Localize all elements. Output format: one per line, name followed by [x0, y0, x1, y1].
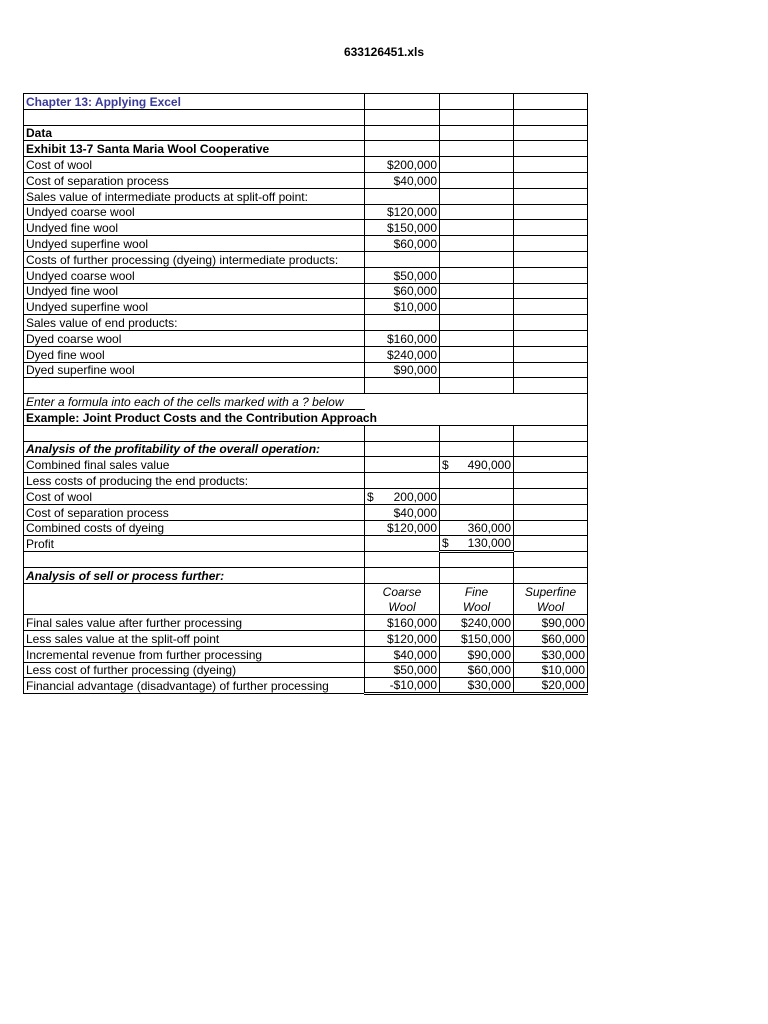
- cell[interactable]: [440, 567, 514, 583]
- data-row-value[interactable]: [365, 188, 440, 204]
- cell[interactable]: [514, 330, 588, 346]
- cell[interactable]: [514, 536, 588, 552]
- data-row-value[interactable]: $90,000: [365, 362, 440, 378]
- cell[interactable]: [440, 220, 514, 236]
- data-row-label[interactable]: Sales value of intermediate products at split-off point:: [24, 188, 365, 204]
- data-row: [24, 204, 588, 220]
- cost-separation-label[interactable]: Cost of separation process: [24, 504, 365, 520]
- value-text: 130,000: [467, 536, 511, 551]
- sheet-row: [24, 109, 588, 125]
- cell[interactable]: [514, 315, 588, 331]
- sheet-row: [24, 378, 588, 394]
- cell[interactable]: [440, 141, 514, 157]
- data-row-value[interactable]: $150,000: [365, 220, 440, 236]
- data-row: [24, 299, 588, 315]
- cell[interactable]: [514, 125, 588, 141]
- dyeing-label[interactable]: Combined costs of dyeing: [24, 520, 365, 536]
- sheet-row: [24, 552, 588, 568]
- cell[interactable]: [365, 567, 440, 583]
- cell[interactable]: [514, 362, 588, 378]
- total-costs-value[interactable]: 360,000: [440, 520, 514, 536]
- cell[interactable]: [440, 394, 514, 410]
- data-row: [24, 315, 588, 331]
- cell[interactable]: [514, 188, 588, 204]
- cell[interactable]: [440, 188, 514, 204]
- cell[interactable]: [24, 109, 365, 125]
- cell[interactable]: [514, 220, 588, 236]
- cell[interactable]: [514, 204, 588, 220]
- sheet-row: [24, 504, 588, 520]
- data-row: [24, 346, 588, 362]
- data-row-value[interactable]: $240,000: [365, 346, 440, 362]
- col-header-coarse-2[interactable]: Wool: [365, 599, 440, 615]
- cell[interactable]: [440, 125, 514, 141]
- cell[interactable]: [514, 172, 588, 188]
- sell-process-value[interactable]: $90,000: [440, 646, 514, 662]
- sheet-row: [24, 394, 588, 410]
- data-row: [24, 267, 588, 283]
- sell-process-value[interactable]: $30,000: [440, 678, 514, 694]
- data-row-value[interactable]: $50,000: [365, 267, 440, 283]
- data-row-value[interactable]: $10,000: [365, 299, 440, 315]
- cell[interactable]: [440, 330, 514, 346]
- cell[interactable]: [514, 141, 588, 157]
- cell[interactable]: [514, 394, 588, 410]
- sell-process-value[interactable]: $20,000: [514, 678, 588, 694]
- sheet-row: [24, 567, 588, 583]
- cell[interactable]: [365, 394, 440, 410]
- cell[interactable]: [24, 378, 365, 394]
- cell[interactable]: [440, 504, 514, 520]
- sheet-row: [24, 409, 588, 425]
- cell[interactable]: [440, 362, 514, 378]
- col-header-superfine[interactable]: Superfine: [514, 583, 588, 599]
- cell[interactable]: [514, 346, 588, 362]
- cell[interactable]: [365, 425, 440, 441]
- sell-process-value[interactable]: $240,000: [440, 615, 514, 631]
- data-row-label[interactable]: Cost of separation process: [24, 172, 365, 188]
- col-header-fine-2[interactable]: Wool: [440, 599, 514, 615]
- cell[interactable]: [440, 251, 514, 267]
- chapter-title[interactable]: Chapter 13: Applying Excel: [24, 94, 365, 110]
- overall-heading[interactable]: Analysis of the profitability of the overall operation:: [24, 441, 365, 457]
- cell[interactable]: [365, 141, 440, 157]
- cell[interactable]: [514, 473, 588, 489]
- data-row: [24, 188, 588, 204]
- profit-value[interactable]: [440, 536, 514, 552]
- example-title[interactable]: Example: Joint Product Costs and the Contribution Approach: [24, 409, 365, 425]
- cell[interactable]: [440, 552, 514, 568]
- data-row-label[interactable]: Cost of wool: [24, 157, 365, 173]
- cell[interactable]: [440, 425, 514, 441]
- cell[interactable]: [440, 267, 514, 283]
- sell-process-row: [24, 646, 588, 662]
- data-row: [24, 236, 588, 252]
- currency-sign: $: [442, 458, 449, 473]
- col-header-coarse[interactable]: Coarse: [365, 583, 440, 599]
- col-header-superfine-2[interactable]: Wool: [514, 599, 588, 615]
- sell-process-value[interactable]: $30,000: [514, 646, 588, 662]
- value-text: 490,000: [467, 458, 511, 473]
- cell[interactable]: [440, 109, 514, 125]
- data-row-value[interactable]: $160,000: [365, 330, 440, 346]
- file-title: 633126451.xls: [343, 45, 425, 59]
- sheet-row: [24, 536, 588, 552]
- cell[interactable]: [514, 409, 588, 425]
- cell[interactable]: [440, 473, 514, 489]
- sell-process-label[interactable]: Less cost of further processing (dyeing): [24, 662, 365, 678]
- cell[interactable]: [514, 441, 588, 457]
- sell-process-label[interactable]: Final sales value after further processing: [24, 615, 365, 631]
- sheet-row: [24, 125, 588, 141]
- sell-process-row: [24, 678, 588, 694]
- data-row: [24, 251, 588, 267]
- sheet-row: [24, 141, 588, 157]
- cell[interactable]: [514, 94, 588, 110]
- cell[interactable]: [514, 425, 588, 441]
- cost-wool-label[interactable]: Cost of wool: [24, 488, 365, 504]
- spreadsheet-table: [23, 93, 588, 695]
- data-row-label[interactable]: Dyed coarse wool: [24, 330, 365, 346]
- data-row-label[interactable]: Costs of further processing (dyeing) intermediate products:: [24, 251, 365, 267]
- cell[interactable]: [514, 251, 588, 267]
- currency-sign: $: [367, 489, 374, 504]
- sell-process-label[interactable]: Less sales value at the split-off point: [24, 631, 365, 647]
- cell[interactable]: [440, 378, 514, 394]
- cell[interactable]: [24, 552, 365, 568]
- col-header-fine[interactable]: Fine: [440, 583, 514, 599]
- data-row-label[interactable]: Undyed superfine wool: [24, 236, 365, 252]
- cell[interactable]: [440, 409, 514, 425]
- less-costs-label[interactable]: Less costs of producing the end products:: [24, 473, 365, 489]
- sheet-row: [24, 488, 588, 504]
- cell[interactable]: [440, 315, 514, 331]
- data-row-label[interactable]: Undyed coarse wool: [24, 204, 365, 220]
- combined-sales-value[interactable]: [440, 457, 514, 473]
- dyeing-value[interactable]: $120,000: [365, 520, 440, 536]
- combined-sales-label[interactable]: Combined final sales value: [24, 457, 365, 473]
- cell[interactable]: [440, 441, 514, 457]
- cell[interactable]: [514, 552, 588, 568]
- instruction-text[interactable]: Enter a formula into each of the cells marked with a ? below: [24, 394, 365, 410]
- sell-process-value[interactable]: $60,000: [514, 631, 588, 647]
- sheet-row: [24, 599, 588, 615]
- cell[interactable]: [514, 299, 588, 315]
- sell-process-value[interactable]: $10,000: [514, 662, 588, 678]
- data-row-label[interactable]: Dyed fine wool: [24, 346, 365, 362]
- cell[interactable]: [365, 378, 440, 394]
- data-row-label[interactable]: Sales value of end products:: [24, 315, 365, 331]
- cell[interactable]: [365, 536, 440, 552]
- sell-process-value[interactable]: $40,000: [365, 646, 440, 662]
- data-row: [24, 157, 588, 173]
- cell[interactable]: [514, 236, 588, 252]
- cell[interactable]: [440, 346, 514, 362]
- sheet-row: [24, 473, 588, 489]
- currency-sign: $: [442, 536, 449, 551]
- cell[interactable]: [514, 378, 588, 394]
- sheet-row: [24, 457, 588, 473]
- cell[interactable]: [365, 473, 440, 489]
- cost-separation-value[interactable]: $40,000: [365, 504, 440, 520]
- cell[interactable]: [514, 109, 588, 125]
- cell[interactable]: [514, 283, 588, 299]
- cell[interactable]: [365, 109, 440, 125]
- sheet-row: [24, 441, 588, 457]
- cell[interactable]: [365, 552, 440, 568]
- sheet-row: [24, 520, 588, 536]
- cell[interactable]: [440, 283, 514, 299]
- sell-process-heading[interactable]: Analysis of sell or process further:: [24, 567, 365, 583]
- data-row: [24, 283, 588, 299]
- cell[interactable]: [365, 125, 440, 141]
- cell[interactable]: [514, 267, 588, 283]
- cell[interactable]: [514, 504, 588, 520]
- sell-process-value[interactable]: $120,000: [365, 631, 440, 647]
- cell[interactable]: [365, 441, 440, 457]
- sell-process-value[interactable]: $60,000: [440, 662, 514, 678]
- exhibit-title[interactable]: Exhibit 13-7 Santa Maria Wool Cooperative: [24, 141, 365, 157]
- data-row-label[interactable]: Undyed fine wool: [24, 283, 365, 299]
- sell-process-row: [24, 662, 588, 678]
- data-row: [24, 172, 588, 188]
- cell[interactable]: [440, 204, 514, 220]
- cell[interactable]: [440, 94, 514, 110]
- cell[interactable]: [514, 567, 588, 583]
- cell[interactable]: [440, 236, 514, 252]
- profit-label[interactable]: Profit: [24, 536, 365, 552]
- value-text: 200,000: [393, 489, 437, 504]
- data-row: [24, 362, 588, 378]
- cell[interactable]: [440, 488, 514, 504]
- sell-process-value[interactable]: -$10,000: [365, 678, 440, 694]
- sell-process-row: [24, 615, 588, 631]
- cell[interactable]: [440, 172, 514, 188]
- cell[interactable]: [514, 157, 588, 173]
- data-row: [24, 220, 588, 236]
- data-row-value[interactable]: $40,000: [365, 172, 440, 188]
- data-row-value[interactable]: $60,000: [365, 236, 440, 252]
- data-row-label[interactable]: Undyed superfine wool: [24, 299, 365, 315]
- sell-process-value[interactable]: $50,000: [365, 662, 440, 678]
- cell[interactable]: [24, 599, 365, 615]
- cell[interactable]: [514, 488, 588, 504]
- sheet-row: [24, 94, 588, 110]
- data-row-label[interactable]: Dyed superfine wool: [24, 362, 365, 378]
- cell[interactable]: [365, 94, 440, 110]
- data-heading[interactable]: Data: [24, 125, 365, 141]
- sell-process-label[interactable]: Incremental revenue from further processing: [24, 646, 365, 662]
- sell-process-label[interactable]: Financial advantage (disadvantage) of further processing: [24, 678, 365, 694]
- sell-process-value[interactable]: $150,000: [440, 631, 514, 647]
- cell[interactable]: [440, 299, 514, 315]
- sell-process-row: [24, 631, 588, 647]
- data-row: [24, 330, 588, 346]
- cell[interactable]: [440, 157, 514, 173]
- data-row-value[interactable]: [365, 251, 440, 267]
- sell-process-value[interactable]: $160,000: [365, 615, 440, 631]
- sheet-row: [24, 583, 588, 599]
- cost-wool-value[interactable]: [365, 488, 440, 504]
- data-row-value[interactable]: $200,000: [365, 157, 440, 173]
- data-row-label[interactable]: Undyed fine wool: [24, 220, 365, 236]
- data-row-value[interactable]: $120,000: [365, 204, 440, 220]
- data-row-value[interactable]: [365, 315, 440, 331]
- cell[interactable]: [24, 425, 365, 441]
- sell-process-value[interactable]: $90,000: [514, 615, 588, 631]
- data-row-label[interactable]: Undyed coarse wool: [24, 267, 365, 283]
- sheet-row: [24, 425, 588, 441]
- data-row-value[interactable]: $60,000: [365, 283, 440, 299]
- cell[interactable]: [365, 457, 440, 473]
- cell[interactable]: [514, 457, 588, 473]
- cell[interactable]: [514, 520, 588, 536]
- cell[interactable]: [24, 583, 365, 599]
